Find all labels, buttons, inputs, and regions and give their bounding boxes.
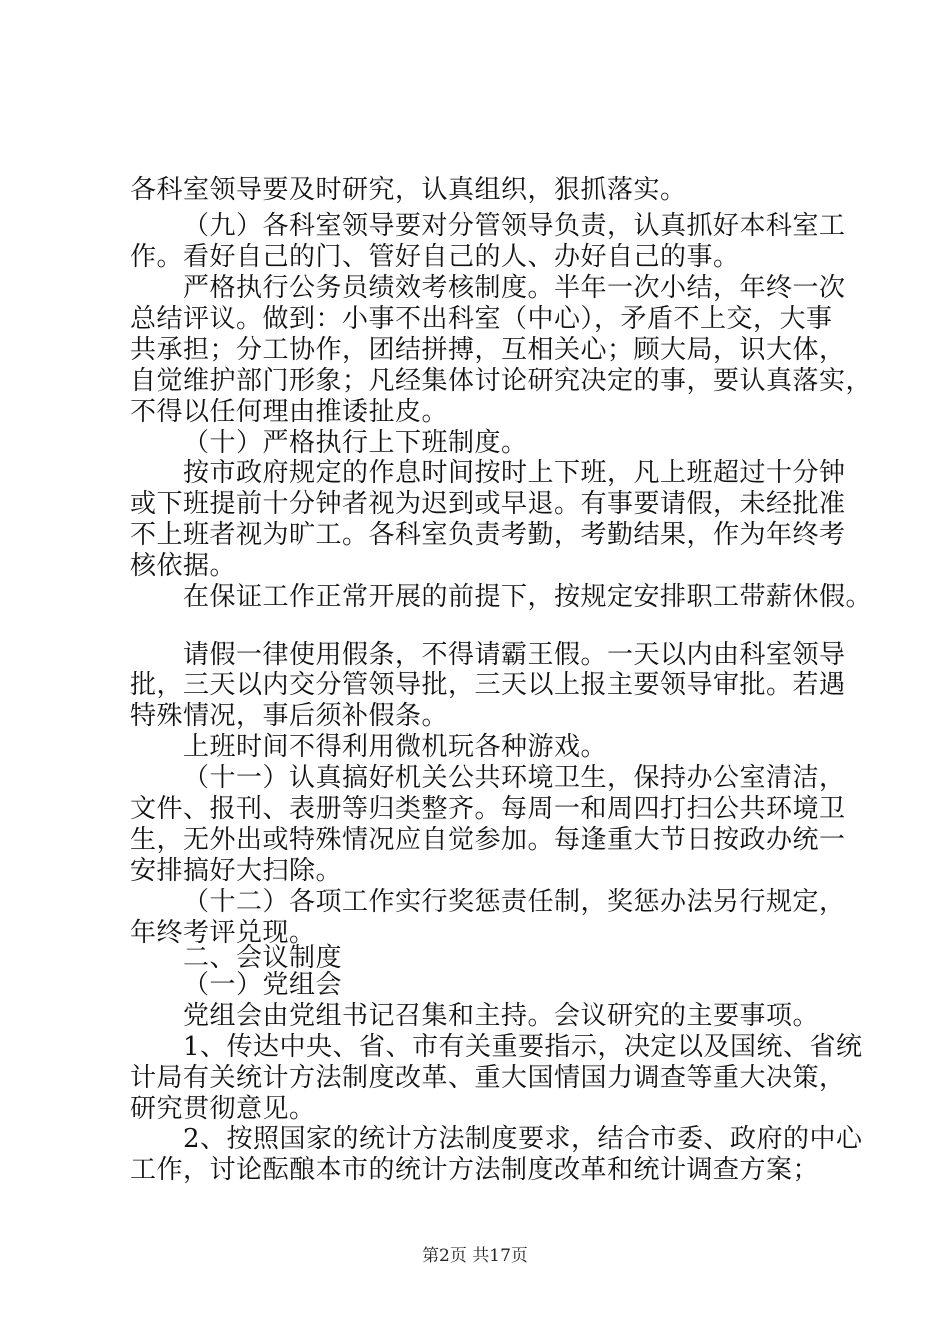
text-line: （十二）各项工作实行奖惩责任制，奖惩办法另行规定， [183, 887, 846, 917]
text-line: 2、按照国家的统计方法制度要求，结合市委、政府的中心 [183, 1124, 863, 1154]
text-line: 不得以任何理由推诿扯皮。 [130, 397, 449, 427]
text-line: 作。看好自己的门、管好自己的人、办好自己的事。 [130, 242, 740, 272]
text-line: 共承担；分工协作，团结拼搏，互相关心；顾大局，识大体， [130, 335, 846, 365]
text-line: 各科室领导要及时研究，认真组织，狠抓落实。 [130, 175, 687, 205]
text-line: （九）各科室领导要对分管领导负责，认真抓好本科室工 [183, 211, 846, 241]
text-line: （十）严格执行上下班制度。 [183, 428, 528, 458]
text-line: 生，无外出或特殊情况应自觉参加。每逢重大节日按政办统一 [130, 825, 846, 855]
text-line: 安排搞好大扫除。 [130, 856, 343, 886]
text-line: 文件、报刊、表册等归类整齐。每周一和周四打扫公共环境卫 [130, 794, 846, 824]
text-line: 在保证工作正常开展的前提下，按规定安排职工带薪休假。 [183, 582, 873, 612]
text-line: 按市政府规定的作息时间按时上下班，凡上班超过十分钟 [183, 458, 846, 488]
text-line: 请假一律使用假条，不得请霸王假。一天以内由科室领导 [183, 640, 846, 670]
text-line: 工作，讨论酝酿本市的统计方法制度改革和统计调查方案； [130, 1155, 820, 1185]
text-line: 党组会由党组书记召集和主持。会议研究的主要事项。 [183, 1001, 820, 1031]
section-heading: 二、会议制度 [183, 943, 343, 973]
page-footer: 第2页 共17页 [422, 1246, 528, 1266]
text-line: 特殊情况，事后须补假条。 [130, 701, 449, 731]
subsection-heading: （一）党组会 [183, 970, 343, 1000]
text-line: 核依据。 [130, 551, 237, 581]
text-line: 上班时间不得利用微机玩各种游戏。 [183, 732, 608, 762]
text-line: 严格执行公务员绩效考核制度。半年一次小结，年终一次 [183, 273, 846, 303]
text-line: 年终考评兑现。 [130, 918, 316, 948]
text-line: 研究贯彻意见。 [130, 1094, 316, 1124]
text-line: 批，三天以内交分管领导批，三天以上报主要领导审批。若遇 [130, 670, 846, 700]
text-line: 自觉维护部门形象；凡经集体讨论研究决定的事，要认真落实， [130, 366, 873, 396]
text-line: 或下班提前十分钟者视为迟到或早退。有事要请假，未经批准 [130, 489, 846, 519]
text-line: （十一）认真搞好机关公共环境卫生，保持办公室清洁， [183, 763, 846, 793]
text-line: 总结评议。做到：小事不出科室（中心），矛盾不上交，大事 [130, 304, 833, 334]
text-line: 1、传达中央、省、市有关重要指示，决定以及国统、省统 [183, 1032, 863, 1062]
text-line: 计局有关统计方法制度改革、重大国情国力调查等重大决策， [130, 1063, 846, 1093]
text-line: 不上班者视为旷工。各科室负责考勤，考勤结果，作为年终考 [130, 520, 846, 550]
